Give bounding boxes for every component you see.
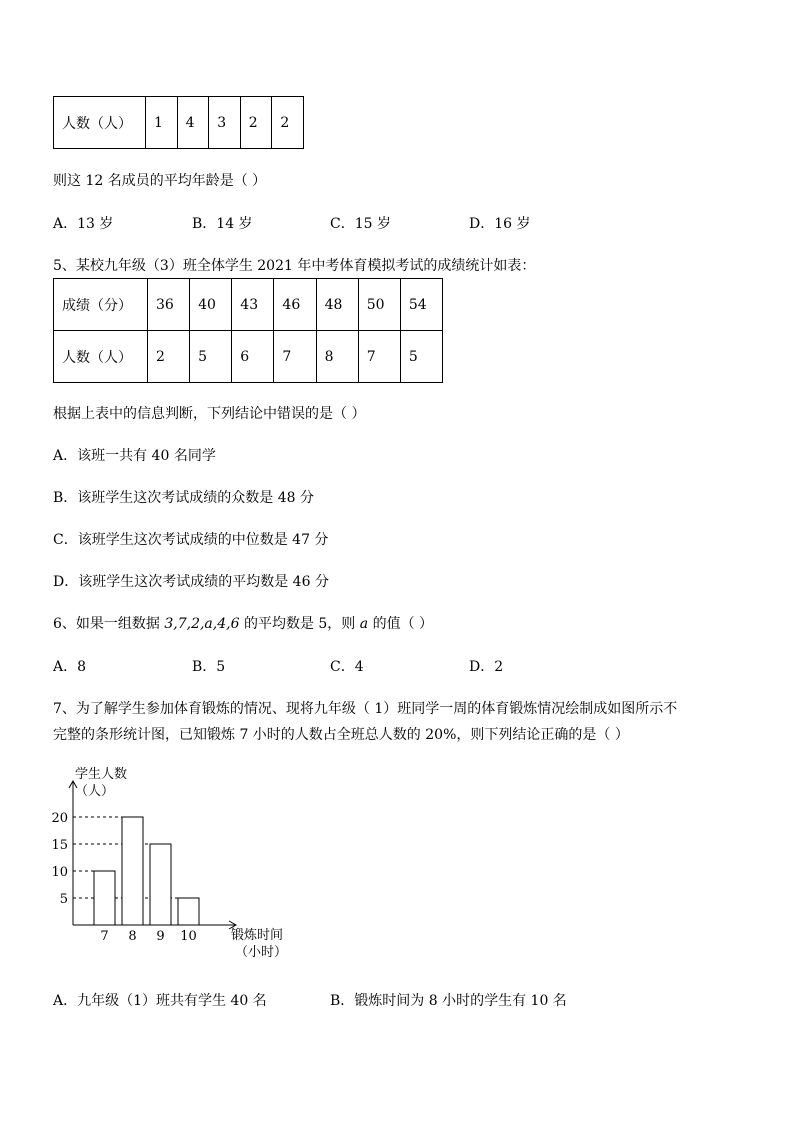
table-header-label: 成绩（分）: [54, 279, 148, 331]
table-cell: 2: [272, 97, 304, 149]
q6-option-a[interactable]: A．8: [53, 659, 87, 675]
score-table: [53, 278, 443, 383]
y-axis-unit-label: （人）: [75, 784, 115, 799]
table-header-cell: 36: [148, 279, 190, 331]
q6-variable: a: [359, 616, 369, 632]
q5-option-b[interactable]: B．该班学生这次考试成绩的众数是 48 分: [53, 490, 315, 506]
y-tick-label: 5: [59, 892, 68, 907]
table-cell: 2: [240, 97, 272, 149]
x-tick-label: 8: [128, 929, 137, 944]
age-table: [53, 96, 304, 149]
table-cell: 3: [209, 97, 241, 149]
table-header-cell: 50: [358, 279, 400, 331]
q7-option-b[interactable]: B．锻炼时间为 8 小时的学生有 10 名: [330, 993, 567, 1009]
q6-stem-prefix: 6、如果一组数据: [53, 616, 165, 632]
y-axis-label: 学生人数: [75, 767, 128, 782]
table-row: [54, 331, 443, 383]
q6-option-b[interactable]: B．5: [192, 659, 226, 675]
chart-bar: [94, 871, 115, 925]
y-tick-label: 15: [51, 838, 68, 853]
x-axis-label: 锻炼时间: [231, 928, 284, 943]
table-cell: 6: [232, 331, 274, 383]
table-row-label: 人数（人）: [54, 97, 146, 149]
chart-bar: [178, 898, 199, 925]
q4-stem: 则这 12 名成员的平均年龄是（ ）: [53, 173, 267, 189]
q6-stem-end: 的值（ ）: [368, 616, 434, 632]
table-cell: 5: [400, 331, 442, 383]
q6-stem-suffix: 的平均数是 5，则: [239, 616, 360, 632]
q4-option-d[interactable]: D．16 岁: [469, 216, 531, 232]
x-tick-label: 10: [180, 929, 197, 944]
q6-data-list: 3,7,2,a,4,6: [164, 616, 240, 632]
table-cell: 2: [148, 331, 190, 383]
table-cell: 1: [146, 97, 178, 149]
chart-bar: [122, 817, 143, 925]
q5-question: 根据上表中的信息判断，下列结论中错误的是（ ）: [53, 406, 366, 422]
table-cell: 7: [274, 331, 316, 383]
q6-option-d[interactable]: D．2: [469, 659, 504, 675]
table-header-cell: 40: [190, 279, 232, 331]
q4-option-a[interactable]: A．13 岁: [53, 216, 114, 232]
table-header-cell: 54: [400, 279, 442, 331]
q6-stem: [53, 613, 433, 633]
bar-chart: [40, 760, 300, 970]
q5-option-d[interactable]: D．该班学生这次考试成绩的平均数是 46 分: [53, 574, 329, 590]
y-tick-label: 10: [51, 865, 68, 880]
table-cell: 4: [177, 97, 209, 149]
q5-stem: 5、某校九年级（3）班全体学生 2021 年中考体育模拟考试的成绩统计如表：: [53, 258, 536, 274]
q7-stem-line1: 7、为了解学生参加体育锻炼的情况、现将九年级（ 1）班同学一周的体育锻炼情况绘制成如图所示不: [53, 701, 678, 717]
table-header-cell: 43: [232, 279, 274, 331]
x-tick-label: 9: [156, 929, 165, 944]
q6-option-c[interactable]: C．4: [330, 659, 364, 675]
table-cell: 5: [190, 331, 232, 383]
q5-option-c[interactable]: C．该班学生这次考试成绩的中位数是 47 分: [53, 532, 329, 548]
table-row-label: 人数（人）: [54, 331, 148, 383]
q5-option-a[interactable]: A．该班一共有 40 名同学: [53, 448, 216, 464]
q4-option-b[interactable]: B．14 岁: [192, 216, 253, 232]
q7-stem-line2: 完整的条形统计图，已知锻炼 7 小时的人数占全班总人数的 20%，则下列结论正确的是（ ）: [53, 727, 629, 743]
q7-option-a[interactable]: A．九年级（1）班共有学生 40 名: [53, 993, 267, 1009]
table-row: [54, 279, 443, 331]
q4-option-c[interactable]: C．15 岁: [330, 216, 391, 232]
table-header-cell: 46: [274, 279, 316, 331]
chart-bar: [150, 844, 171, 925]
table-header-cell: 48: [316, 279, 358, 331]
table-row: [54, 97, 304, 149]
x-tick-label: 7: [100, 929, 109, 944]
x-axis-unit-label: （小时）: [235, 945, 288, 960]
table-cell: 7: [358, 331, 400, 383]
table-cell: 8: [316, 331, 358, 383]
y-tick-label: 20: [51, 811, 68, 826]
